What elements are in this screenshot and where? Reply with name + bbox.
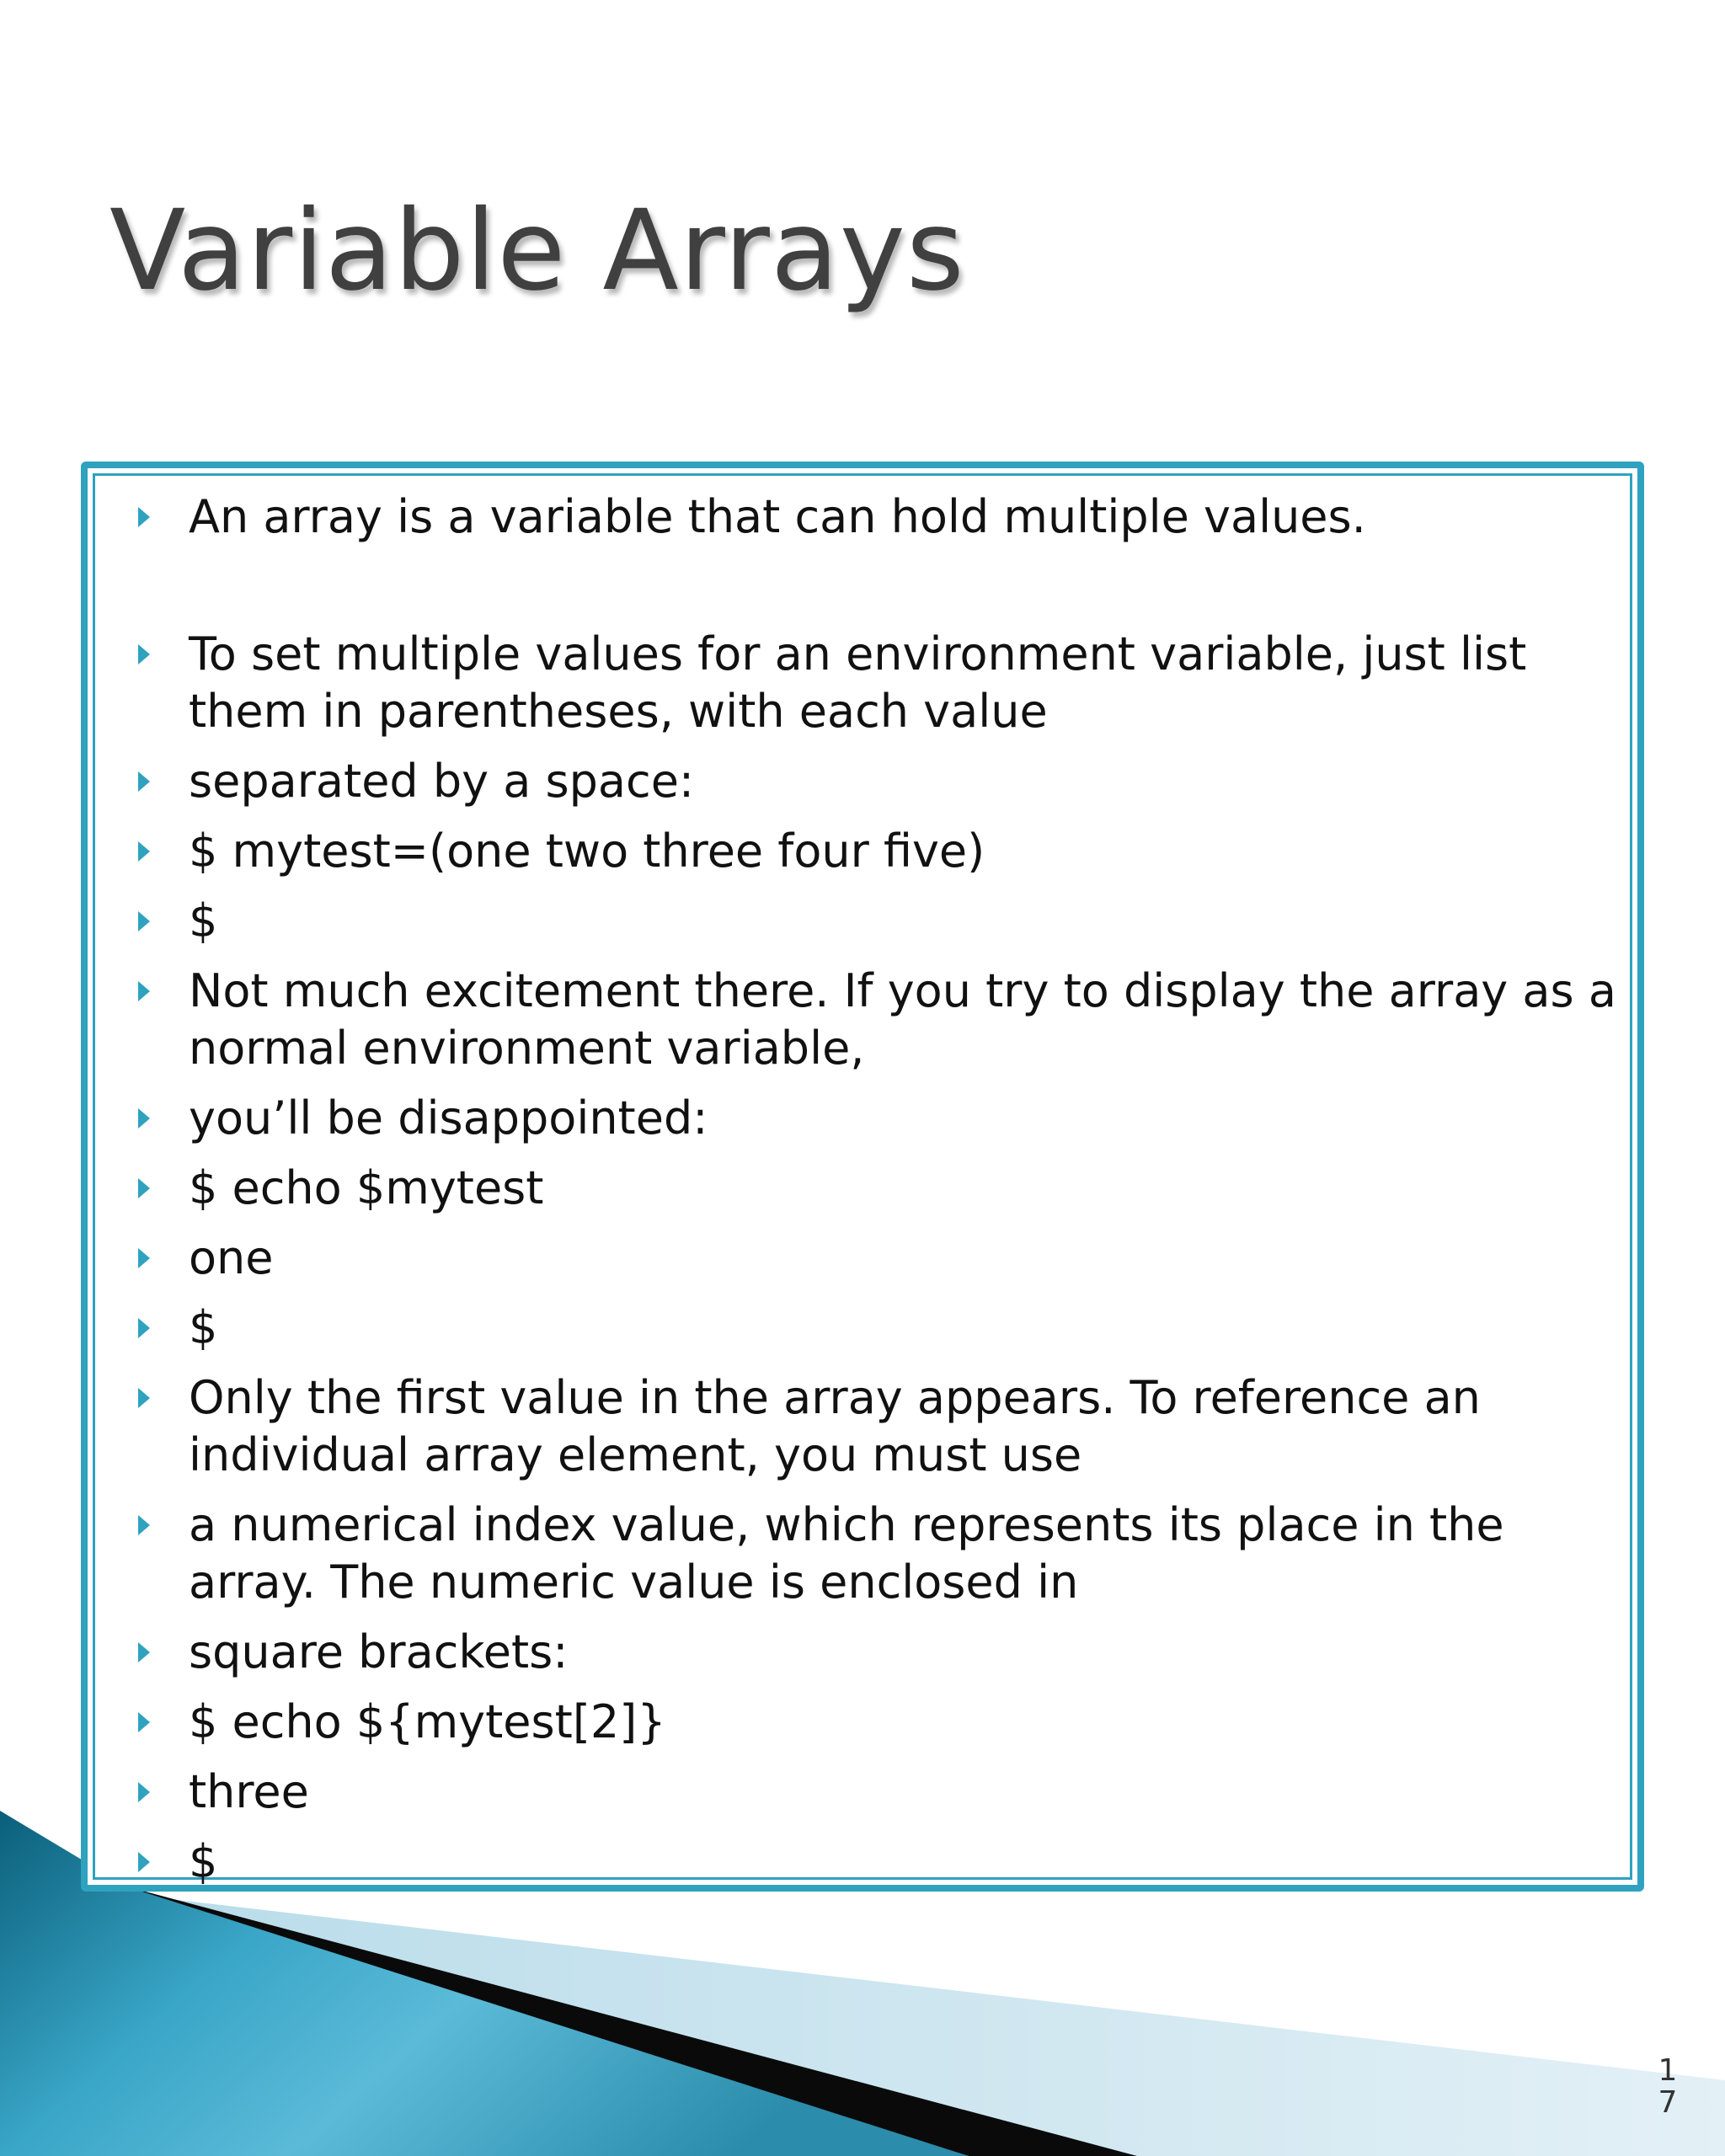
bullet-text: $ echo ${mytest[2]} — [189, 1695, 666, 1748]
bullet-text: $ echo $mytest — [189, 1161, 544, 1214]
bullet-text: you’ll be disappointed: — [189, 1091, 708, 1145]
bullet-text: An array is a variable that can hold multiple values. — [189, 490, 1366, 543]
bullet-text: $ — [189, 1301, 218, 1354]
bullet-arrow-icon — [138, 1782, 150, 1802]
bullet-text: one — [189, 1231, 274, 1284]
bullet-text: $ mytest=(one two three four five) — [189, 825, 985, 878]
bullet-text: separated by a space: — [189, 755, 695, 808]
bullet-arrow-icon — [138, 1248, 150, 1268]
bullet-item — [88, 1694, 1637, 1751]
bullet-text: Not much excitement there. If you try to display the array as a normal environment variable, — [189, 964, 1616, 1075]
bullet-item — [88, 1764, 1637, 1821]
bullet-text: a numerical index value, which represents its place in the array. The numeric value is enclosed in — [189, 1498, 1504, 1609]
page-number-digit-1: 1 — [1658, 2053, 1678, 2088]
bullet-item — [88, 1090, 1637, 1147]
slide-title: Variable Arrays — [109, 186, 965, 316]
bullet-arrow-icon — [138, 1108, 150, 1129]
bullet-text: Only the first value in the array appears. To reference an individual array element, you must use — [189, 1371, 1481, 1481]
bullet-list — [88, 488, 1637, 1903]
bullet-arrow-icon — [138, 1178, 150, 1198]
bullet-arrow-icon — [138, 771, 150, 792]
bullet-item — [88, 753, 1637, 810]
bullet-arrow-icon — [138, 1515, 150, 1535]
bullet-arrow-icon — [138, 1318, 150, 1338]
bullet-arrow-icon — [138, 1388, 150, 1408]
bullet-text: To set multiple values for an environment variable, just list them in parentheses, with each value — [189, 627, 1527, 738]
bullet-arrow-icon — [138, 981, 150, 1001]
bullet-arrow-icon — [138, 841, 150, 862]
bullet-text: $ — [189, 894, 218, 947]
bullet-item — [88, 626, 1637, 740]
bullet-item — [88, 893, 1637, 950]
page-number — [1651, 2055, 1685, 2119]
bullet-item — [88, 1160, 1637, 1217]
bullet-item — [88, 488, 1637, 546]
bullet-item — [88, 1624, 1637, 1681]
bullet-item — [88, 1230, 1637, 1287]
bullet-text: $ — [189, 1835, 218, 1888]
page-number-digit-2: 7 — [1658, 2085, 1678, 2120]
bullet-text: square brackets: — [189, 1625, 569, 1678]
bullet-item — [88, 1299, 1637, 1357]
bullet-arrow-icon — [138, 911, 150, 931]
bullet-arrow-icon — [138, 1852, 150, 1872]
bullet-arrow-icon — [138, 1712, 150, 1732]
bullet-item — [88, 963, 1637, 1077]
bullet-arrow-icon — [138, 644, 150, 664]
content-box — [81, 462, 1644, 1892]
bullet-item — [88, 1497, 1637, 1611]
bullet-text: three — [189, 1765, 309, 1818]
bullet-item — [88, 823, 1637, 880]
bullet-arrow-icon — [138, 1642, 150, 1662]
bullet-item — [88, 1833, 1637, 1891]
bullet-item — [88, 1369, 1637, 1484]
bullet-arrow-icon — [138, 507, 150, 527]
